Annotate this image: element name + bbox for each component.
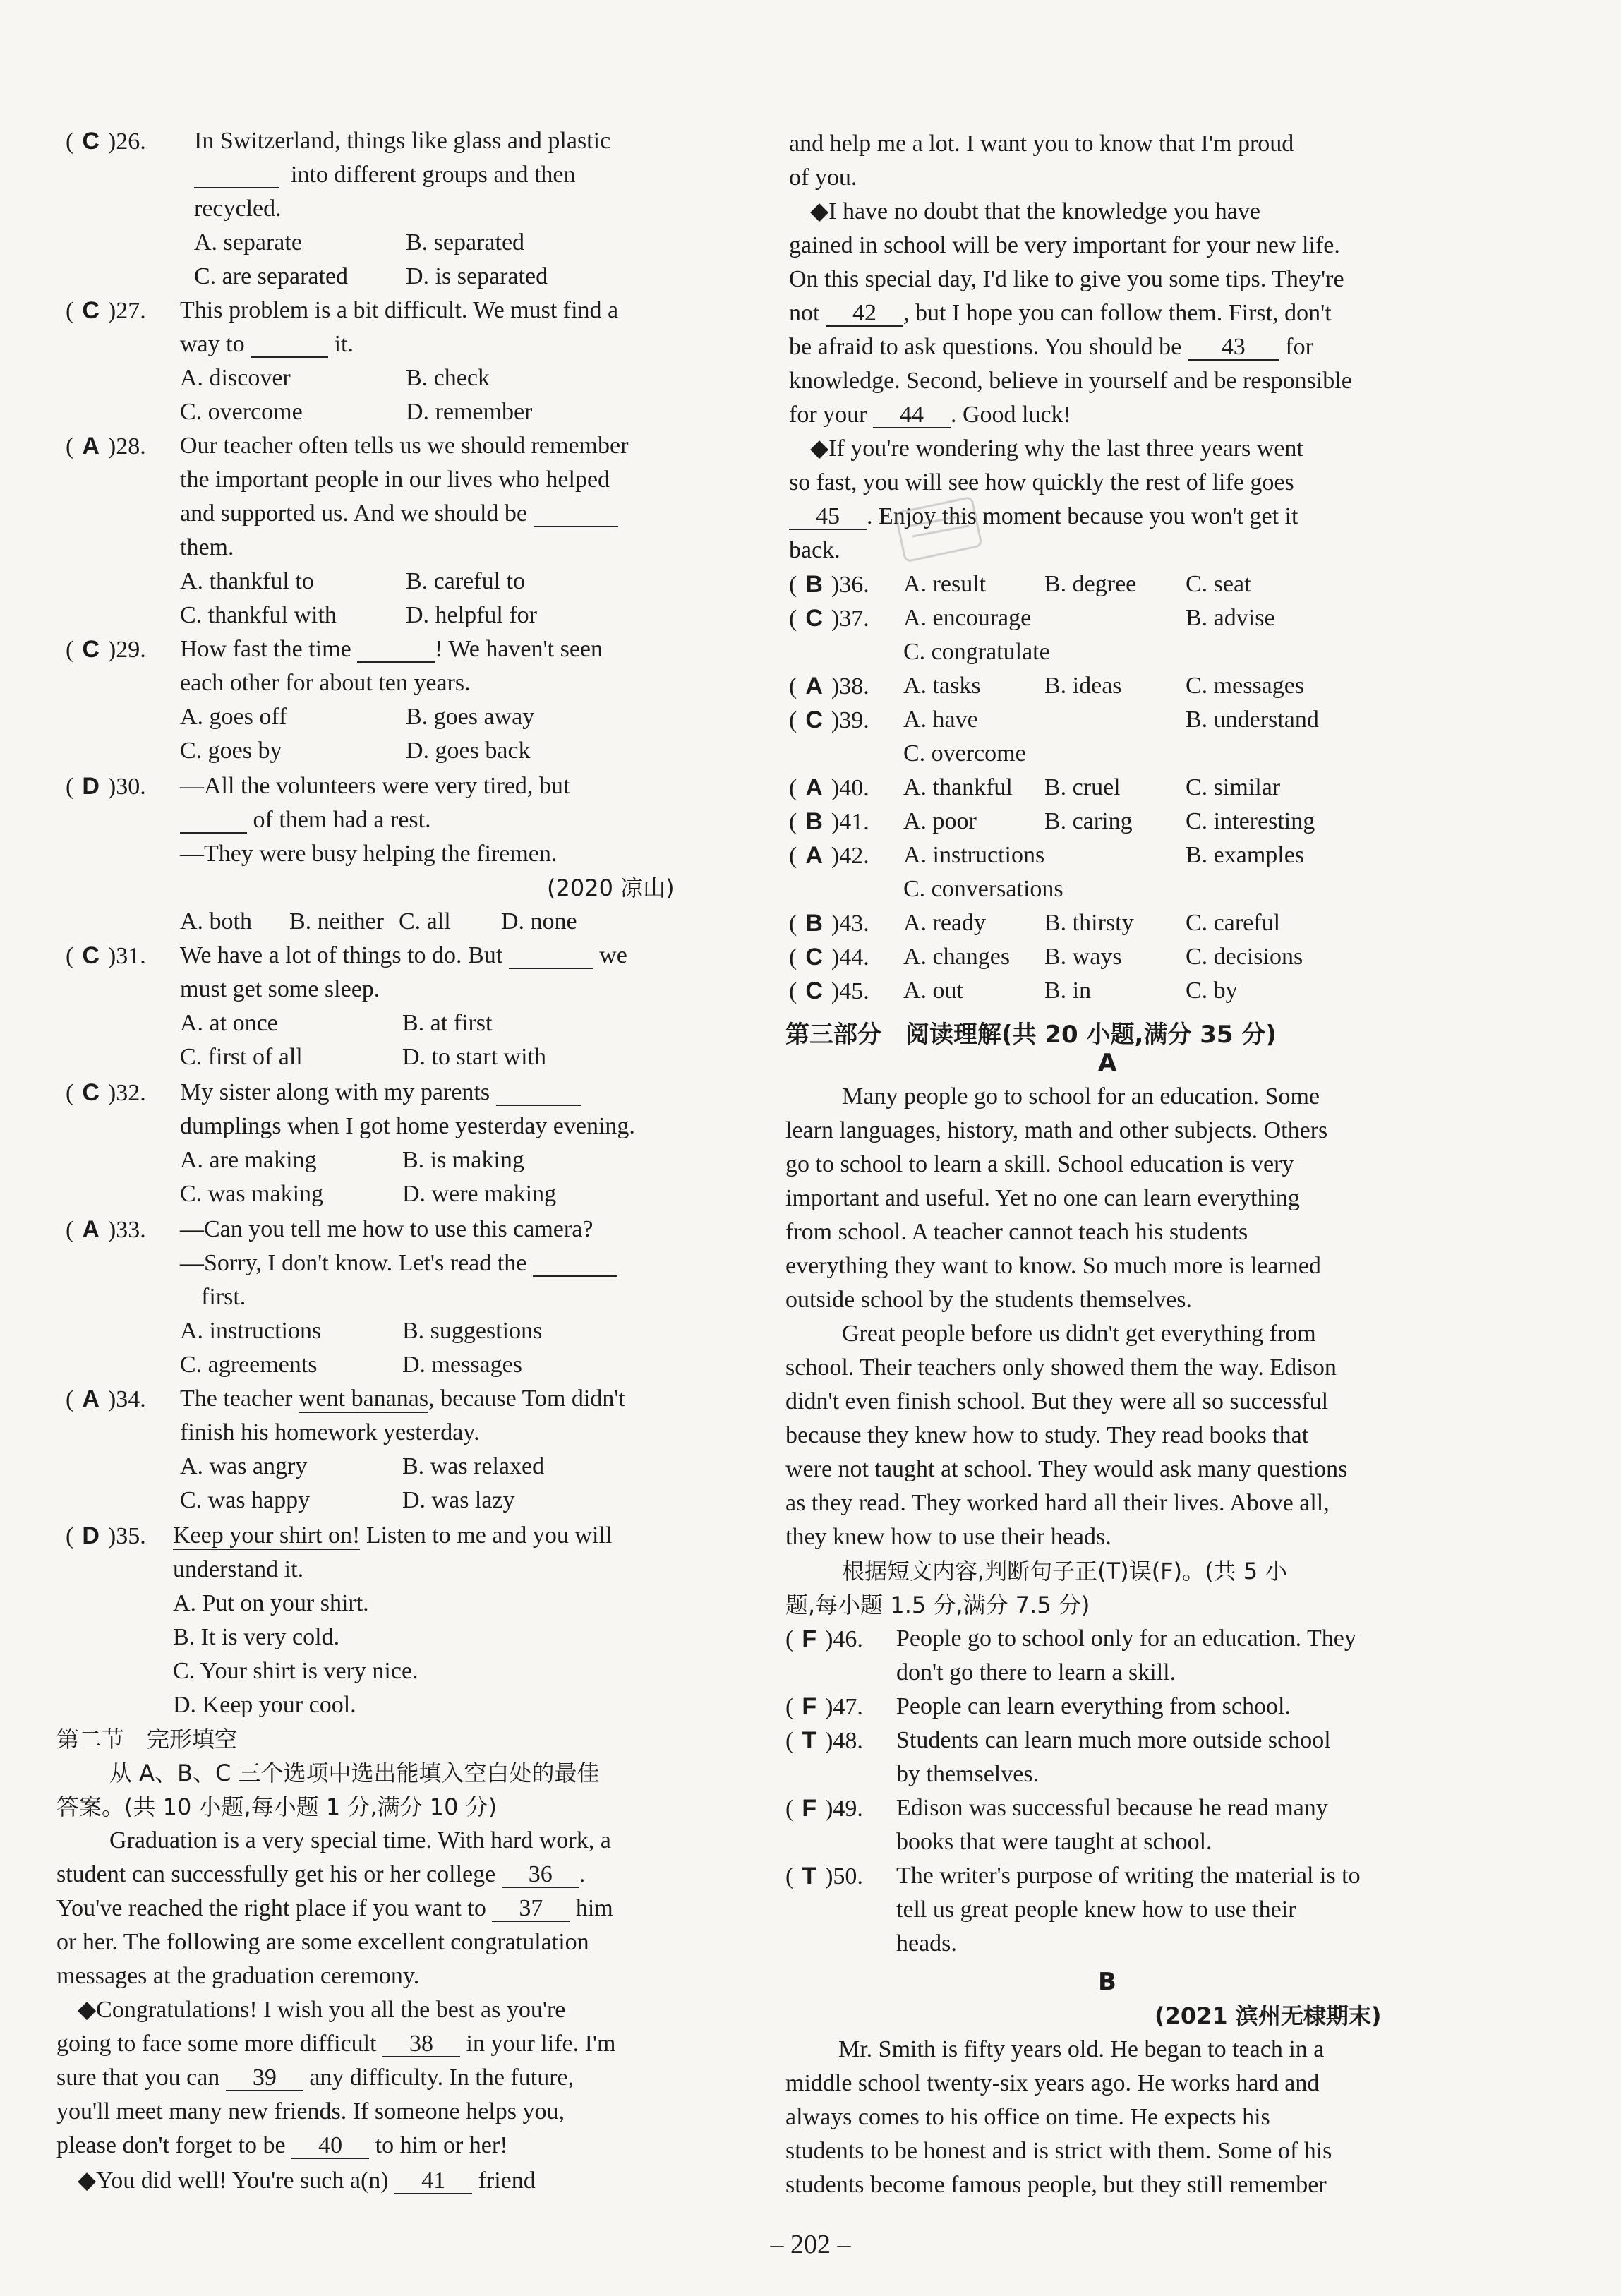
question-46: ( F )46. [785, 1625, 863, 1652]
q35-option-a: A. Put on your shirt. [173, 1590, 369, 1616]
section2-title: 第二节 完形填空 [56, 1726, 238, 1753]
q43-option-a: A. ready [903, 910, 987, 936]
q44-option-b: B. ways [1044, 944, 1122, 970]
cloze-passage-line: ◆If you're wondering why the last three years went [810, 435, 1303, 462]
question-35: ( D )35. [66, 1522, 146, 1549]
q31-option-d: D. to start with [402, 1044, 546, 1070]
question-43: ( B )43. [789, 910, 869, 937]
blank-44: 44 [873, 403, 951, 428]
question-40: ( A )40. [789, 774, 869, 801]
blank-37: 37 [492, 1897, 570, 1922]
passage-a-line: because they knew how to study. They read books that [785, 1422, 1309, 1448]
q50-line2: tell us great people knew how to use their [896, 1897, 1296, 1923]
blank-39: 39 [226, 2066, 303, 2091]
q44-option-c: C. decisions [1186, 944, 1303, 970]
q39-option-b: B. understand [1186, 707, 1319, 733]
cloze-passage-line: Graduation is a very special time. With hard work, a [109, 1827, 611, 1853]
q40-option-b: B. cruel [1044, 774, 1121, 800]
passage-a-line: Great people before us didn't get everything from [842, 1321, 1316, 1347]
q29-option-c: C. goes by [180, 738, 282, 764]
passage-b-label: B [1098, 1968, 1116, 1996]
q27-option-d: D. remember [406, 399, 533, 425]
q36-option-b: B. degree [1044, 571, 1137, 597]
q35-option-c: C. Your shirt is very nice. [173, 1658, 418, 1684]
q29-option-a: A. goes off [180, 704, 287, 730]
q29-option-d: D. goes back [406, 738, 531, 764]
q26-option-b: B. separated [406, 229, 525, 256]
q31-option-b: B. at first [402, 1010, 493, 1036]
blank-38: 38 [382, 2032, 460, 2057]
q34-option-a: A. was angry [180, 1453, 308, 1479]
q26-text: In Switzerland, things like glass and plastic [194, 128, 611, 154]
question-45: ( C )45. [789, 978, 869, 1004]
question-29: ( C )29. [66, 636, 146, 663]
q46-text: People go to school only for an education. They [896, 1625, 1356, 1652]
q50-line3: heads. [896, 1930, 957, 1957]
section2-instructions: 从 A、B、C 三个选项中选出能填入空白处的最佳 [109, 1760, 600, 1786]
q44-option-a: A. changes [903, 944, 1011, 970]
q36-option-a: A. result [903, 571, 987, 597]
question-26: ( C )26. [66, 128, 146, 155]
q33-line3: first. [201, 1284, 246, 1310]
question-41: ( B )41. [789, 808, 869, 835]
cloze-passage-line: back. [789, 537, 840, 563]
cloze-passage-line: not 42 , but I hope you can follow them. First, don't [789, 300, 1332, 326]
q35-option-b: B. It is very cold. [173, 1624, 340, 1650]
q45-option-c: C. by [1186, 978, 1238, 1004]
q31-option-c: C. first of all [180, 1044, 303, 1070]
q27-option-c: C. overcome [180, 399, 303, 425]
q26-option-a: A. separate [194, 229, 302, 256]
passage-a-line: school. Their teachers only showed them the way. Edison [785, 1354, 1337, 1381]
section2-instructions-2: 答案。(共 10 小题,每小题 1 分,满分 10 分) [56, 1793, 498, 1820]
q30-option-d: D. none [501, 908, 577, 934]
q37-option-a: A. encourage [903, 605, 1032, 631]
passage-a-line: they knew how to use their heads. [785, 1524, 1111, 1550]
q39-option-a: A. have [903, 707, 978, 733]
q30-option-c: C. all [399, 908, 451, 934]
q30-source: (2020 凉山) [547, 874, 675, 901]
question-44: ( C )44. [789, 944, 869, 970]
q33-option-c: C. agreements [180, 1352, 318, 1378]
q29-text: How fast the time ! We haven't seen [180, 636, 603, 662]
q38-option-a: A. tasks [903, 673, 981, 699]
cloze-passage-line: On this special day, I'd like to give you some tips. They're [789, 266, 1344, 292]
q30-line2: of them had a rest. [180, 806, 431, 834]
q28-option-b: B. careful to [406, 568, 525, 594]
q30-line3: —They were busy helping the firemen. [180, 841, 558, 867]
passage-b-line: always comes to his office on time. He expects his [785, 2104, 1270, 2130]
q32-option-b: B. is making [402, 1147, 524, 1173]
q50-text: The writer's purpose of writing the material is to [896, 1863, 1361, 1889]
passage-a-line: were not taught at school. They would ask many questions [785, 1456, 1348, 1482]
passage-b-line: students become famous people, but they still remember [785, 2172, 1327, 2198]
q29-option-b: B. goes away [406, 704, 535, 730]
cloze-passage-line: and help me a lot. I want you to know that I'm proud [789, 131, 1294, 157]
q26-option-c: C. are separated [194, 263, 349, 289]
q27-option-b: B. check [406, 365, 490, 391]
passage-a-line: didn't even finish school. But they were all so successful [785, 1388, 1329, 1414]
cloze-passage-line: for your 44 . Good luck! [789, 402, 1071, 428]
blank-43: 43 [1188, 335, 1279, 361]
watermark-stamp-icon [886, 483, 999, 568]
q34-option-d: D. was lazy [402, 1487, 515, 1513]
q38-option-c: C. messages [1186, 673, 1305, 699]
q28-text: Our teacher often tells us we should remember [180, 433, 629, 459]
q34-option-b: B. was relaxed [402, 1453, 545, 1479]
q46-line2: don't go there to learn a skill. [896, 1659, 1176, 1685]
passage-a-line: important and useful. Yet no one can learn everything [785, 1185, 1300, 1211]
q32-option-d: D. were making [402, 1181, 557, 1207]
q28-option-c: C. thankful with [180, 602, 337, 628]
q43-option-c: C. careful [1186, 910, 1281, 936]
q35-text: Keep your shirt on! Listen to me and you will [173, 1522, 613, 1549]
q33-line2: —Sorry, I don't know. Let's read the [180, 1249, 617, 1278]
q28-option-a: A. thankful to [180, 568, 314, 594]
question-38: ( A )38. [789, 673, 869, 699]
passage-a-line: Many people go to school for an education. Some [842, 1083, 1320, 1110]
q45-option-b: B. in [1044, 978, 1092, 1004]
q42-option-b: B. examples [1186, 842, 1305, 868]
q26-line2: into different groups and then [194, 161, 576, 189]
q43-option-b: B. thirsty [1044, 910, 1134, 936]
q27-option-a: A. discover [180, 365, 291, 391]
q47-text: People can learn everything from school. [896, 1693, 1291, 1719]
question-50: ( T )50. [785, 1863, 863, 1889]
question-33: ( A )33. [66, 1216, 146, 1243]
question-32: ( C )32. [66, 1079, 146, 1106]
passage-a-label: A [1098, 1049, 1117, 1077]
question-42: ( A )42. [789, 842, 869, 869]
question-47: ( F )47. [785, 1693, 863, 1720]
cloze-passage-line: you'll meet many new friends. If someone helps you, [56, 2098, 565, 2124]
q30-text: —All the volunteers were very tired, but [180, 773, 570, 799]
cloze-passage-line: gained in school will be very important for your new life. [789, 232, 1340, 258]
q33-option-d: D. messages [402, 1352, 522, 1378]
q26-line3: recycled. [194, 196, 282, 222]
q33-option-a: A. instructions [180, 1318, 322, 1344]
passage-a-line: everything they want to know. So much more is learned [785, 1253, 1321, 1279]
q34-text: The teacher went bananas, because Tom didn't [180, 1386, 625, 1412]
q36-option-c: C. seat [1186, 571, 1251, 597]
passage-b-line: students to be honest and is strict with them. Some of his [785, 2138, 1332, 2164]
q30-option-b: B. neither [289, 908, 385, 934]
cloze-passage-line: sure that you can 39 any difficulty. In the future, [56, 2064, 574, 2091]
q32-text: My sister along with my parents [180, 1078, 581, 1107]
q35-line2: understand it. [173, 1556, 304, 1582]
cloze-passage-line: or her. The following are some excellent congratulation [56, 1929, 589, 1955]
passage-b-line: Mr. Smith is fifty years old. He began to teach in a [838, 2036, 1325, 2062]
q41-option-b: B. caring [1044, 808, 1133, 834]
q49-line2: books that were taught at school. [896, 1829, 1212, 1855]
blank-40: 40 [291, 2134, 369, 2159]
blank-41: 41 [394, 2169, 472, 2194]
question-37: ( C )37. [789, 605, 869, 632]
cloze-passage-line: going to face some more difficult 38 in your life. I'm [56, 2031, 616, 2057]
passage-a-line: as they read. They worked hard all their lives. Above all, [785, 1490, 1330, 1516]
q28-option-d: D. helpful for [406, 602, 538, 628]
question-39: ( C )39. [789, 707, 869, 733]
cloze-passage-line: student can successfully get his or her college 36 . [56, 1861, 586, 1887]
q31-text: We have a lot of things to do. But we [180, 942, 627, 968]
cloze-passage-line: ◆Congratulations! I wish you all the best as you're [78, 1997, 566, 2023]
passage-b-line: middle school twenty-six years ago. He works hard and [785, 2070, 1320, 2096]
passage-a-line: go to school to learn a skill. School education is very [785, 1151, 1294, 1177]
question-30: ( D )30. [66, 773, 146, 800]
q37-option-c: C. congratulate [903, 639, 1050, 665]
passage-a-line: learn languages, history, math and other subjects. Others [785, 1117, 1328, 1143]
question-28: ( A )28. [66, 433, 146, 459]
passage-a-line: from school. A teacher cannot teach his students [785, 1219, 1248, 1245]
blank-42: 42 [826, 301, 903, 327]
q32-option-c: C. was making [180, 1181, 324, 1207]
q31-line2: must get some sleep. [180, 976, 380, 1002]
q32-option-a: A. are making [180, 1147, 317, 1173]
cloze-passage-line: messages at the graduation ceremony. [56, 1963, 420, 1989]
q35-option-d: D. Keep your cool. [173, 1692, 356, 1718]
q28-line2: the important people in our lives who helped [180, 467, 610, 493]
q33-text: —Can you tell me how to use this camera? [180, 1216, 593, 1242]
question-36: ( B )36. [789, 571, 869, 598]
tf-instructions-2: 题,每小题 1.5 分,满分 7.5 分) [785, 1592, 1090, 1618]
blank-45: 45 [789, 505, 867, 530]
question-49: ( F )49. [785, 1795, 863, 1822]
cloze-passage-line: be afraid to ask questions. You should be 43 for [789, 334, 1313, 360]
q28-line4: them. [180, 534, 234, 560]
passage-a-line: outside school by the students themselves. [785, 1287, 1193, 1313]
passage-b-source: (2021 滨州无棣期末) [1155, 2002, 1382, 2029]
cloze-passage-line: knowledge. Second, believe in yourself and be responsible [789, 368, 1352, 394]
cloze-passage-line: ◆You did well! You're such a(n) 41 friend [78, 2168, 536, 2194]
q29-line2: each other for about ten years. [180, 670, 471, 696]
q37-option-b: B. advise [1186, 605, 1275, 631]
q27-line2: way to it. [180, 331, 354, 357]
page-number: – 202 – [770, 2230, 851, 2259]
cloze-passage-line: 45 . Enjoy this moment because you won't get it [789, 503, 1298, 531]
q38-option-b: B. ideas [1044, 673, 1122, 699]
q42-option-c: C. conversations [903, 876, 1063, 902]
q26-option-d: D. is separated [406, 263, 548, 289]
q28-line3: and supported us. And we should be [180, 500, 618, 528]
cloze-passage-line: of you. [789, 164, 857, 191]
q40-option-c: C. similar [1186, 774, 1281, 800]
cloze-passage-line: so fast, you will see how quickly the rest of life goes [789, 469, 1294, 495]
question-31: ( C )31. [66, 942, 146, 969]
cloze-passage-line: You've reached the right place if you want to 37 him [56, 1895, 613, 1921]
blank-36: 36 [502, 1863, 579, 1888]
q41-option-a: A. poor [903, 808, 977, 834]
q40-option-a: A. thankful [903, 774, 1013, 800]
q34-line2: finish his homework yesterday. [180, 1419, 480, 1445]
q49-text: Edison was successful because he read many [896, 1795, 1328, 1821]
question-27: ( C )27. [66, 297, 146, 324]
q31-option-a: A. at once [180, 1010, 278, 1036]
q33-option-b: B. suggestions [402, 1318, 543, 1344]
part3-title: 第三部分 阅读理解(共 20 小题,满分 35 分) [785, 1021, 1277, 1049]
q42-option-a: A. instructions [903, 842, 1045, 868]
q39-option-c: C. overcome [903, 740, 1026, 767]
q34-option-c: C. was happy [180, 1487, 311, 1513]
cloze-passage-line: ◆I have no doubt that the knowledge you have [810, 198, 1260, 224]
tf-instructions: 根据短文内容,判断句子正(T)误(F)。(共 5 小 [842, 1558, 1288, 1585]
q32-line2: dumplings when I got home yesterday evening. [180, 1113, 635, 1139]
q48-line2: by themselves. [896, 1761, 1040, 1787]
cloze-passage-line: please don't forget to be 40 to him or her! [56, 2132, 508, 2158]
q30-option-a: A. both [180, 908, 252, 934]
q27-text: This problem is a bit difficult. We must find a [180, 297, 619, 323]
question-48: ( T )48. [785, 1727, 863, 1754]
question-34: ( A )34. [66, 1386, 146, 1412]
q41-option-c: C. interesting [1186, 808, 1315, 834]
q48-text: Students can learn much more outside school [896, 1727, 1331, 1753]
q45-option-a: A. out [903, 978, 963, 1004]
